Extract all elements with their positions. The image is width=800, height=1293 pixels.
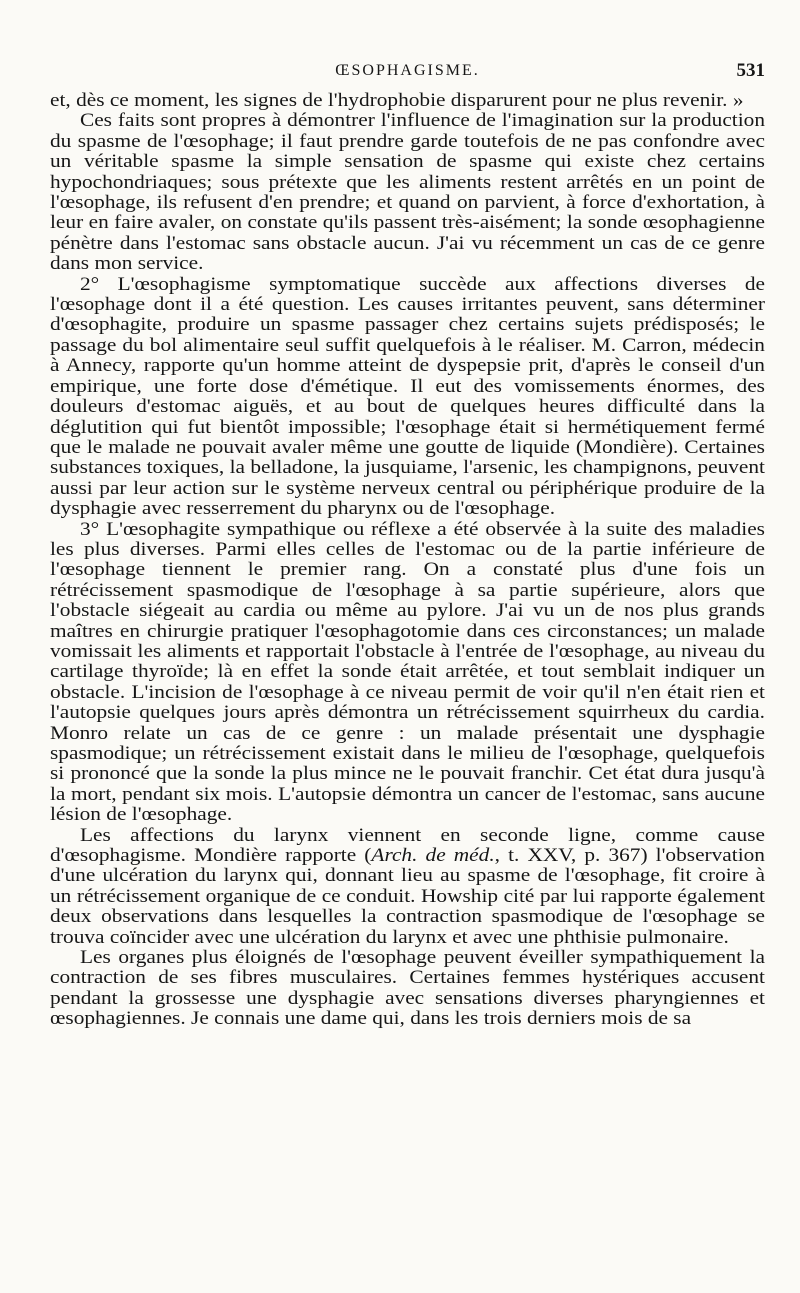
paragraph-continuation: et, dès ce moment, les signes de l'hydrophobie disparurent pour ne plus revenir. » <box>50 91 744 111</box>
paragraph-symptomatic: 2° L'œsophagisme symptomatique succède aux affections diverses de l'œsophage dont il a été question. Les causes irritantes peuvent, sans déterminer d'œsophagite, produire un spasme passager chez certains sujets prédisposés; le passage du bol alimentaire seul suffit quelquefois à le réaliser. M. Carron, médecin à Annecy, rapporte qu'un homme atteint de dyspepsie prit, d'après le conseil d'un empirique, une forte dose d'émétique. Il eut des vomissements énormes, des douleurs d'estomac aiguës, et au bout de quelques heures difficulté dans la déglutition qui fut bientôt impossible; l'œsophage était si hermétiquement fermé que le malade ne pouvait avaler même une goutte de liquide (Mondière). Certaines substances toxiques, la belladone, la jusquiame, l'arsenic, les champignons, peuvent aussi par leur action sur le système nerveux central ou périphérique produire de la dysphagie avec resserrement du pharynx ou de l'œsophage. <box>50 274 765 520</box>
paragraph-sympathetic: 3° L'œsophagite sympathique ou réflexe a été observée à la suite des maladies les plus diverses. Parmi elles celles de l'estomac ou de la partie inférieure de l'œsophage tiennent le premier rang. On a constaté plus d'une fois un rétrécissement spasmodique de l'œsophage à sa partie supérieure, alors que l'obstacle siégeait au cardia ou même au pylore. J'ai vu un de nos plus grands maîtres en chirurgie pratiquer l'œsophagotomie dans ces circonstances; un malade vomissait les aliments et rapportait l'obstacle à l'entrée de l'œsophage, au niveau du cartilage thyroïde; là en effet la sonde était arrêtée, et tout semblait indiquer un obstacle. L'incision de l'œsophage à ce niveau permit de voir qu'il n'en était rien et l'autopsie quelques jours après démontra un rétrécissement squirrheux du cardia. Monro relate un cas de ce genre : un malade présentait une dysphagie spasmodique; un rétrécissement existait dans le milieu de l'œsophage, quelquefois si prononcé que la sonde la plus mince ne le pouvait franchir. Cet état dura jusqu'à la mort, pendant six mois. L'autopsie démontra un cancer de l'estomac, sans aucune lésion de l'œsophage. <box>50 519 765 826</box>
page-number: 531 <box>736 60 765 81</box>
paragraph-distant-organs: Les organes plus éloignés de l'œsophage peuvent éveiller sympathiquement la contraction de ses fibres musculaires. Certaines femmes hystériques accusent pendant la grossesse une dysphagie avec sensations diverses pharyngiennes et œsophagiennes. Je connais une dame qui, dans les trois derniers mois de sa <box>50 948 765 1030</box>
larynx-text-end: , t. XXV, p. 367) l'observation d'une ulcération du larynx qui, donnant lieu au spasme de l'œsophage, fit croire à un rétrécissement organique de ce conduit. Howship cité par lui rapporte également deux observations dans lesquelles la contraction spasmodique de l'œsophage se trouva coïncider avec une ulcération du larynx et avec une phthisie pulmonaire. <box>50 846 765 948</box>
larynx-text-start: Les affections du larynx viennent en seconde ligne, comme cause d'œsophagisme. Mondière rapporte ( <box>50 825 765 867</box>
citation-title: Arch. de méd. <box>371 846 495 867</box>
running-title: ŒSOPHAGISME. <box>335 62 480 79</box>
body-text <box>50 91 765 1030</box>
paragraph-larynx <box>50 826 765 948</box>
paragraph-imagination: Ces faits sont propres à démontrer l'influence de l'imagination sur la production du spasme de l'œsophage; il faut prendre garde toutefois de ne pas confondre avec un véritable spasme la simple sensation de spasme qui existe chez certains hypochondriaques; sous prétexte que les aliments restent arrêtés en un point de l'œsophage, ils refusent d'en prendre; et quand on parvient, à force d'exhortation, à leur en faire avaler, on constate qu'ils passent très-aisément; la sonde œsophagienne pénètre dans l'estomac sans obstacle aucun. J'ai vu récemment un cas de ce genre dans mon service. <box>50 111 765 275</box>
running-header <box>50 60 765 86</box>
